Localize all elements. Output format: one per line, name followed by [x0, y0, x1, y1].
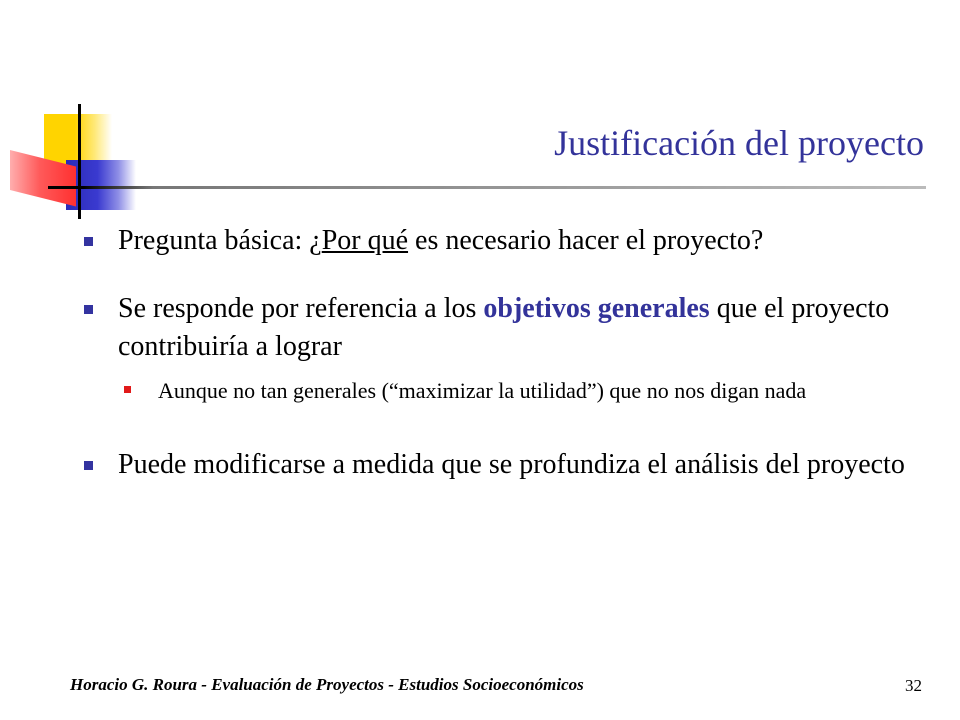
bullet-item-1 — [84, 222, 914, 260]
footer-text: Horacio G. Roura - Evaluación de Proyectos - Estudios Socioeconómicos — [70, 675, 584, 694]
slide-title: Justificación del proyecto — [554, 123, 924, 163]
bullet-2-text-after: que el proyecto contribuiría a lograr — [118, 293, 890, 362]
vertical-line-decoration — [78, 104, 81, 219]
bullet-1-question-rest: es necesario hacer el proyecto? — [415, 225, 764, 256]
square-bullet-icon — [84, 461, 93, 470]
bullet-2-text-before: Se responde por referencia a los — [118, 293, 477, 324]
bullet-1-question-open: ¿ — [309, 225, 322, 256]
square-bullet-icon — [84, 305, 93, 314]
bullet-3-text: Puede modificarse a medida que se profundiza el análisis del proyecto — [118, 449, 905, 480]
sub-bullet-item — [124, 374, 914, 408]
decorative-logo-graphic — [0, 0, 150, 240]
page-number: 32 — [905, 676, 922, 695]
bullet-1-label: Pregunta básica: — [118, 225, 303, 256]
title-underline-rule — [48, 186, 926, 189]
sub-bullet-text: Aunque no tan generales (“maximizar la utilidad”) que no nos digan nada — [158, 378, 807, 403]
blue-square-decoration — [66, 160, 136, 210]
bullet-1-underlined: Por qué — [321, 225, 409, 256]
slide-body — [84, 222, 914, 484]
bullet-item-2 — [84, 290, 914, 366]
bullet-item-3 — [84, 446, 914, 484]
red-square-bullet-icon — [124, 386, 131, 393]
square-bullet-icon — [84, 237, 93, 246]
bullet-2-highlight: objetivos generales — [483, 293, 710, 324]
